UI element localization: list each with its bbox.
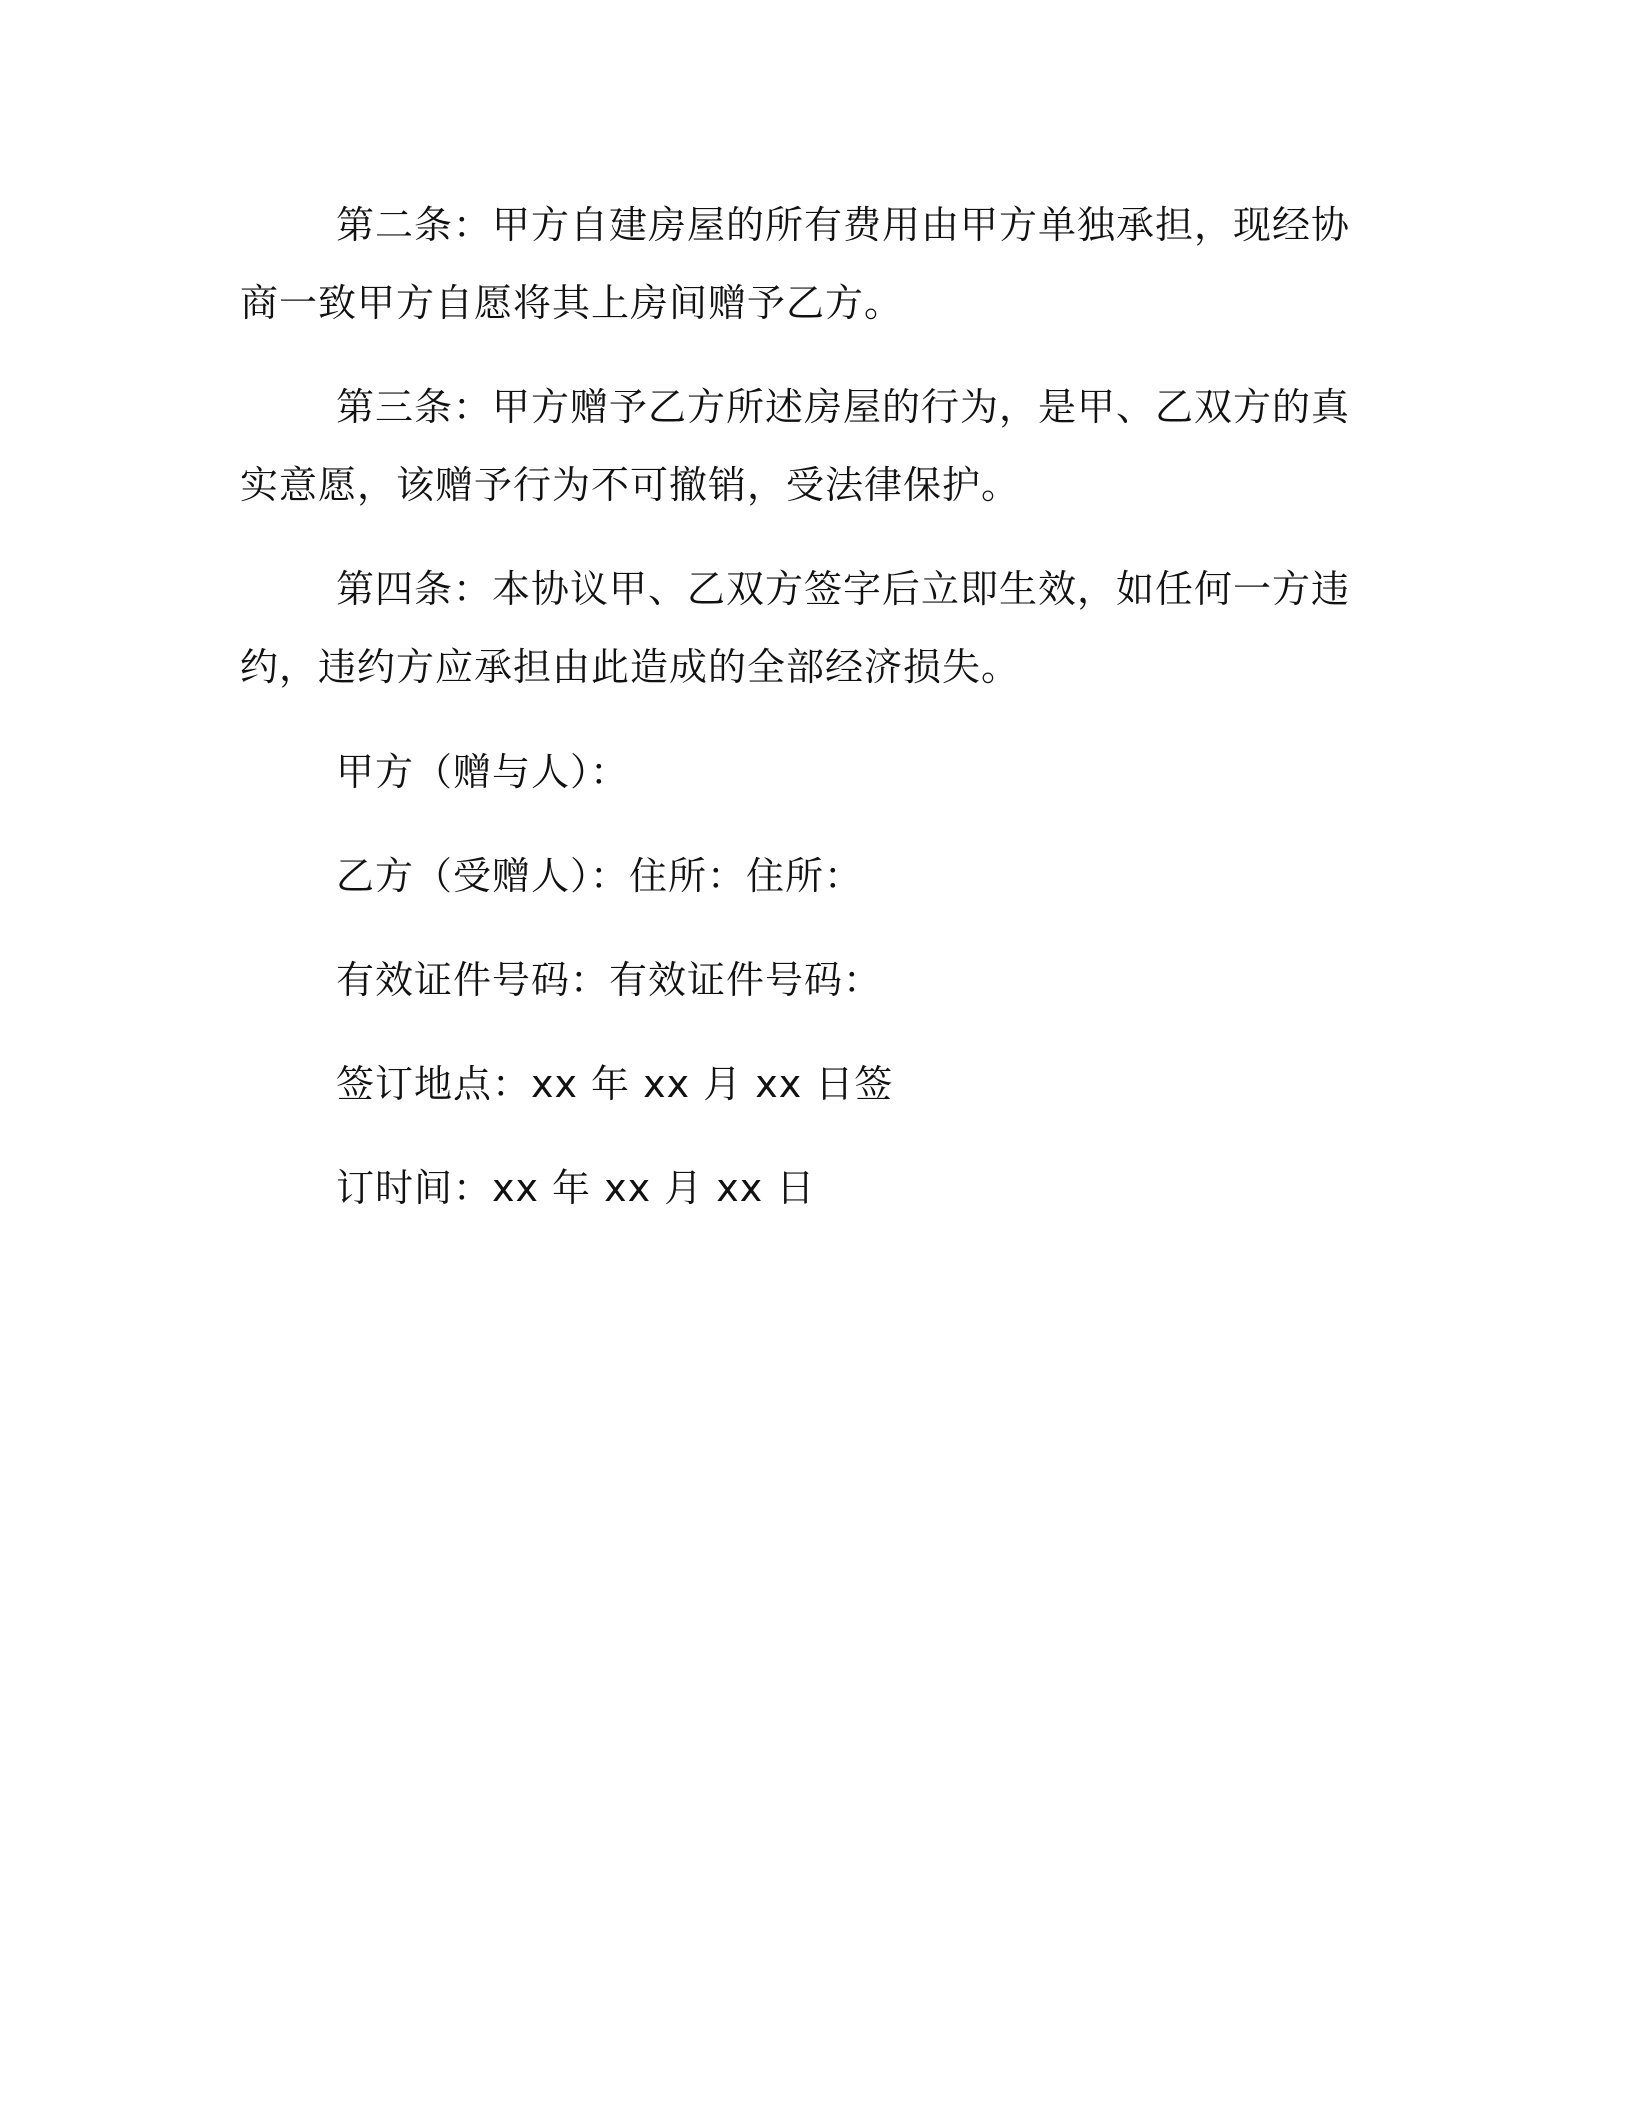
article-3: 第三条：甲方赠予乙方所述房屋的行为，是甲、乙双方的真实意愿，该赠予行为不可撤销，受法律保护。 [240,385,1351,507]
signing-place-line: 签订地点：xx 年 xx 月 xx 日签 [336,1062,894,1106]
article-4: 第四条：本协议甲、乙双方签字后立即生效，如任何一方违约，违约方应承担由此造成的全部经济损失。 [240,567,1351,689]
id-number-line: 有效证件号码：有效证件号码： [336,958,883,1002]
signing-time-line: 订时间：xx 年 xx 月 xx 日 [336,1166,816,1210]
document-body [240,186,1370,1266]
party-a-donor-line: 甲方（赠与人）： [336,750,630,794]
party-b-donee-line: 乙方（受赠人）：住所：住所： [336,854,864,898]
article-2: 第二条：甲方自建房屋的所有费用由甲方单独承担，现经协商一致甲方自愿将其上房间赠予乙方。 [240,203,1351,325]
